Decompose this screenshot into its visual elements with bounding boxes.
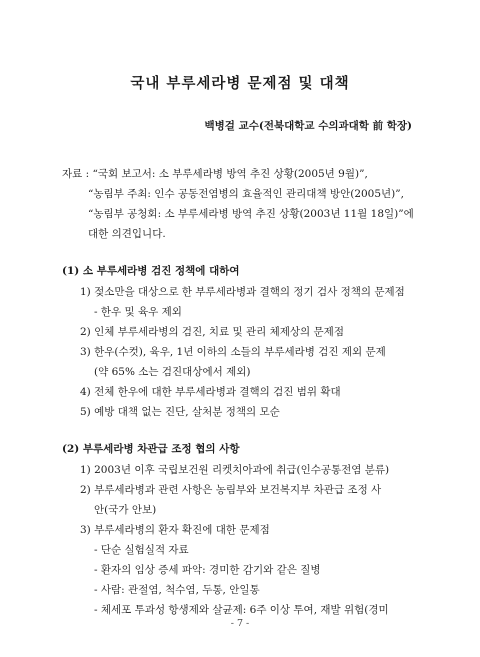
list-item: 4) 전체 한우에 대한 부루세라병과 결핵의 검진 범위 확대	[80, 386, 341, 398]
intro-line: 자료 : “국회 보고서: 소 부루세라병 방역 추진 상황(2005년 9월)”,	[62, 168, 368, 180]
section-heading: (1) 소 부루세라병 검진 정책에 대하여	[62, 265, 240, 277]
list-item: - 체세포 투과성 항생제와 살균제: 6주 이상 투여, 재발 위험(경미	[94, 604, 389, 616]
intro-line: “농림부 주최: 인수 공동전염병의 효율적인 관리대책 방안(2005년)”,	[88, 188, 404, 200]
page-number: - 7 -	[230, 618, 250, 629]
list-item: 2) 부루세라병과 관련 사항은 농림부와 보건복지부 차관급 조정 사	[80, 484, 382, 496]
section-heading: (2) 부루세라병 차관급 조정 협의 사항	[62, 443, 240, 455]
intro-line: “농림부 공청회: 소 부루세라병 방역 추진 상황(2003년 11월 18일)”에	[88, 208, 414, 220]
list-item: 3) 부루세라병의 환자 확진에 대한 문제점	[80, 524, 270, 536]
list-item: - 환자의 임상 증세 파악: 경미한 감기와 같은 질병	[94, 564, 321, 576]
list-item: 1) 2003년 이후 국립보건원 리켓치아과에 취급(인수공통전염 분류)	[80, 464, 390, 476]
list-item: 5) 예방 대책 없는 진단, 살처분 정책의 모순	[80, 406, 280, 418]
author-line: 백병걸 교수(전북대학교 수의과대학 前 학장)	[204, 120, 412, 132]
list-item: 1) 젖소만을 대상으로 한 부루세라병과 결핵의 정기 검사 정책의 문제점	[80, 286, 405, 298]
intro-line: 대한 의견입니다.	[88, 228, 166, 240]
list-item: (약 65% 소는 검진대상에서 제외)	[94, 366, 251, 378]
list-item: 3) 한우(수컷), 육우, 1년 이하의 소들의 부루세라병 검진 제외 문제	[80, 346, 386, 358]
document-title: 국내 부루세라병 문제점 및 대책	[130, 75, 350, 92]
list-item: - 한우 및 육우 제외	[94, 306, 182, 318]
list-item: 안(국가 안보)	[94, 504, 157, 516]
list-item: 2) 인체 부루세라병의 검진, 치료 및 관리 체제상의 문제점	[80, 326, 344, 338]
list-item: - 단순 실험실적 자료	[94, 544, 189, 556]
list-item: - 사람: 관절염, 척수염, 두통, 안일통	[94, 584, 260, 596]
